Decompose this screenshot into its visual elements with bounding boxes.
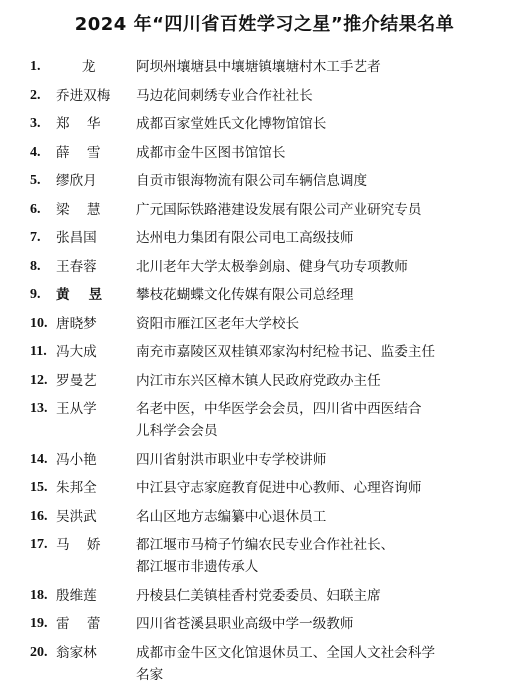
description-line: 四川省苍溪县职业高级中学一级教师 (136, 616, 354, 632)
entry-name: 薛 雪 (56, 144, 101, 161)
list-item (30, 613, 510, 635)
entry-number: 7. (30, 230, 41, 245)
description-line: 阿坝州壤塘县中壤塘镇壤塘村木工手艺者 (136, 59, 381, 75)
entry-number: 10. (30, 315, 48, 331)
entry-description (136, 170, 510, 192)
description-line: 都江堰市马椅子竹编农民专业合作社社长、 (136, 537, 395, 553)
entry-description (136, 477, 510, 499)
entry-description (136, 534, 510, 578)
description-line: 名山区地方志编纂中心退休员工 (136, 508, 327, 525)
list-item (30, 85, 510, 107)
entry-description (136, 341, 510, 363)
entry-name: 乔进双梅 (56, 87, 111, 104)
entry-number: 15. (30, 480, 48, 495)
entry-description (136, 113, 510, 135)
description-line: 成都市金牛区图书馆馆长 (136, 144, 286, 161)
entry-description (136, 449, 510, 471)
description-line: 马边花间刺绣专业合作社社长 (136, 87, 313, 104)
description-line: 中江县守志家庭教育促进中心教师、心理咨询师 (136, 480, 422, 496)
entry-description (136, 284, 510, 306)
entry-name: 郑 华 (56, 116, 101, 132)
entry-name: 王春蓉 (56, 258, 97, 275)
description-line: 自贡市银海物流有限公司车辆信息调度 (136, 173, 368, 189)
entry-name: 罗曼艺 (56, 372, 97, 389)
entry-number: 4. (30, 144, 41, 160)
entry-number: 18. (30, 587, 48, 603)
entry-description (136, 56, 510, 78)
list-item (30, 370, 510, 392)
list-item (30, 585, 510, 607)
document-title: 2024 年“四川省百姓学习之星”推介结果名单 (74, 14, 455, 35)
list-item (30, 256, 510, 278)
entry-name: 梁 慧 (56, 201, 101, 218)
entry-name: 雷 蕾 (56, 616, 101, 632)
entry-name: 吴洪武 (56, 508, 97, 525)
list-item (30, 142, 510, 164)
entry-name: 王从学 (56, 401, 97, 417)
entry-description (136, 370, 510, 392)
entry-number: 20. (30, 644, 48, 660)
entry-description (136, 313, 510, 335)
list-item (30, 534, 510, 578)
description-line: 四川省射洪市职业中专学校讲师 (136, 451, 327, 468)
description-line: 成都市金牛区文化馆退休员工、全国人文社会科学 (136, 644, 436, 661)
entry-name: 殷维莲 (56, 587, 97, 604)
entry-number: 12. (30, 372, 48, 388)
entry-number: 5. (30, 173, 41, 188)
description-line: 都江堰市非遗传承人 (136, 559, 259, 575)
entry-number: 8. (30, 258, 41, 274)
description-line: 成都百家堂姓氏文化博物馆馆长 (136, 116, 327, 132)
entry-name: 冯小艳 (56, 451, 97, 468)
list-item (30, 170, 510, 192)
entry-description (136, 227, 510, 249)
entry-description (136, 642, 510, 686)
list-item (30, 477, 510, 499)
list-item (30, 227, 510, 249)
entry-number: 13. (30, 401, 48, 416)
description-line: 儿科学会会员 (136, 423, 218, 439)
list-item (30, 284, 510, 306)
entry-name: 唐晓梦 (56, 315, 97, 332)
entry-number: 14. (30, 451, 48, 467)
description-line: 丹棱县仁美镇桂香村党委委员、妇联主席 (136, 587, 381, 604)
entry-name: 缪欣月 (56, 173, 97, 189)
list-item (30, 313, 510, 335)
entry-number: 11. (30, 344, 47, 359)
entry-description (136, 506, 510, 528)
entry-name: 黄 昱 (56, 287, 103, 303)
entry-description (136, 199, 510, 221)
description-line: 南充市嘉陵区双桂镇邓家沟村纪检书记、监委主任 (136, 344, 436, 360)
entry-name: 朱邦全 (56, 480, 97, 496)
description-line: 北川老年大学太极拳剑扇、健身气功专项教师 (136, 258, 408, 275)
list-item (30, 56, 510, 78)
entry-description (136, 585, 510, 607)
description-line: 达州电力集团有限公司电工高级技师 (136, 230, 354, 246)
description-line: 攀枝花蝴蝶文化传媒有限公司总经理 (136, 287, 354, 303)
entry-description (136, 613, 510, 635)
list-item (30, 341, 510, 363)
description-line: 资阳市雁江区老年大学校长 (136, 315, 300, 332)
entry-name: 马 娇 (56, 537, 101, 553)
entry-number: 19. (30, 616, 48, 631)
entry-description (136, 85, 510, 107)
entry-description (136, 256, 510, 278)
entry-name: 翁家林 (56, 644, 97, 661)
entry-number: 3. (30, 116, 41, 131)
list-item (30, 199, 510, 221)
description-line: 广元国际铁路港建设发展有限公司产业研究专员 (136, 201, 422, 218)
entry-description (136, 398, 510, 442)
entry-name: 龙 (56, 59, 96, 75)
entry-description (136, 142, 510, 164)
list-item (30, 398, 510, 442)
list-item (30, 113, 510, 135)
description-line: 名老中医，中华医学会会员，四川省中西医结合 (136, 401, 422, 417)
winners-list (30, 56, 510, 692)
entry-number: 9. (30, 287, 41, 302)
entry-number: 2. (30, 87, 41, 103)
list-item (30, 506, 510, 528)
description-line: 名家 (136, 666, 164, 683)
description-line: 内江市东兴区樟木镇人民政府党政办主任 (136, 372, 381, 389)
entry-number: 17. (30, 537, 48, 552)
entry-number: 6. (30, 201, 41, 217)
entry-name: 冯大成 (56, 344, 97, 360)
entry-name: 张昌国 (56, 230, 97, 246)
list-item (30, 449, 510, 471)
list-item (30, 642, 510, 686)
entry-number: 16. (30, 508, 48, 524)
entry-number: 1. (30, 59, 41, 74)
